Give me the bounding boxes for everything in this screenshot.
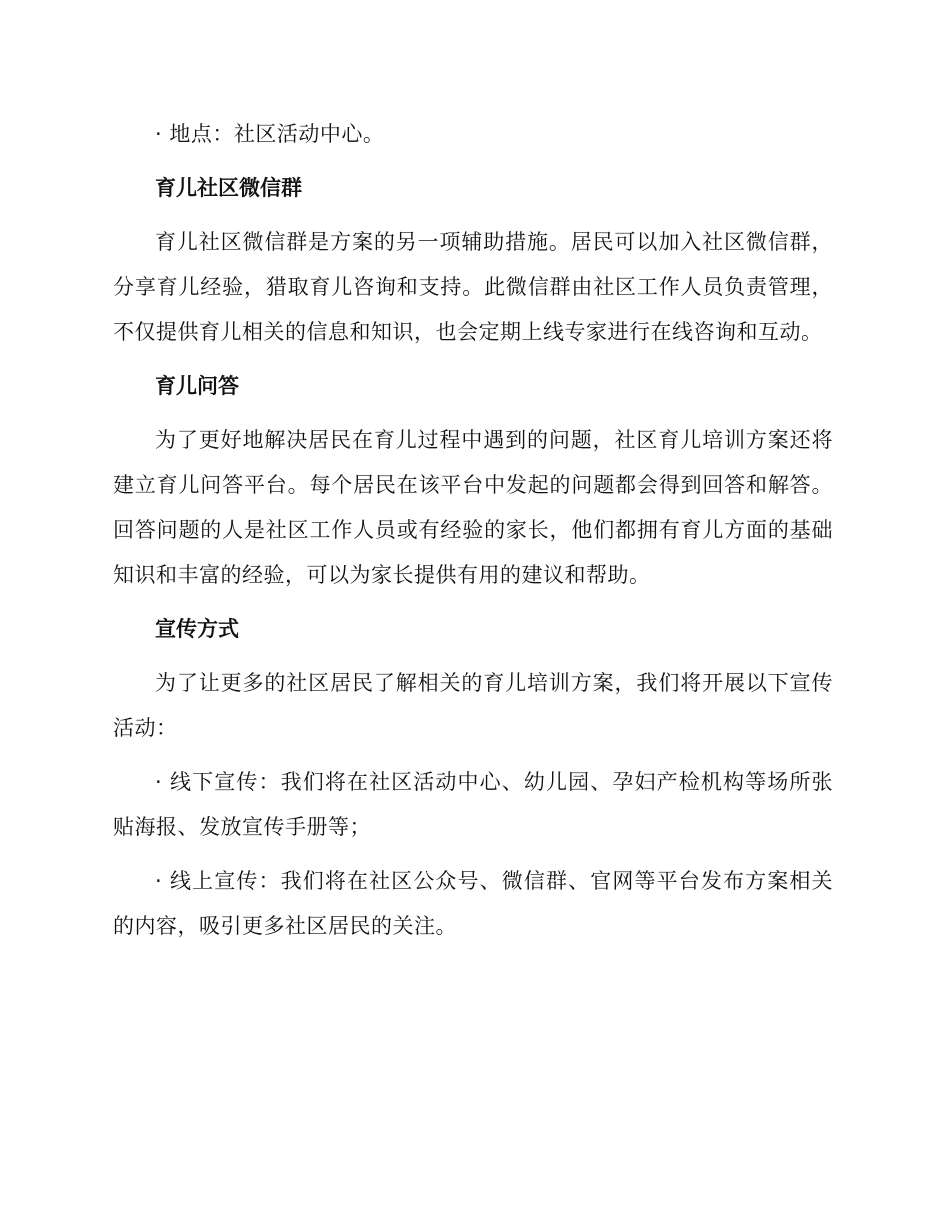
section-heading-promotion: 宣传方式 [155, 617, 239, 641]
document-body [113, 112, 833, 958]
section-heading-qa: 育儿问答 [155, 374, 239, 398]
online-promotion-bullet: · 线上宣传：我们将在社区公众号、微信群、官网等平台发布方案相关的内容，吸引更多社区居民的关注。 [113, 869, 833, 938]
location-bullet: · 地点：社区活动中心。 [155, 122, 385, 146]
wechat-group-paragraph: 育儿社区微信群是方案的另一项辅助措施。居民可以加入社区微信群，分享育儿经验，猎取育儿咨询和支持。此微信群由社区工作人员负责管理，不仅提供育儿相关的信息和知识，也会定期上线专家进行在线咨询和互动。 [113, 230, 833, 344]
promotion-intro-paragraph: 为了让更多的社区居民了解相关的育儿培训方案，我们将开展以下宣传活动： [113, 671, 833, 740]
offline-promotion-bullet: · 线下宣传：我们将在社区活动中心、幼儿园、孕妇产检机构等场所张贴海报、发放宣传手册等； [113, 770, 833, 839]
qa-paragraph: 为了更好地解决居民在育儿过程中遇到的问题，社区育儿培训方案还将建立育儿问答平台。每个居民在该平台中发起的问题都会得到回答和解答。回答问题的人是社区工作人员或有经验的家长，他们都拥有育儿方面的基础知识和丰富的经验，可以为家长提供有用的建议和帮助。 [113, 428, 833, 587]
section-heading-wechat-group: 育儿社区微信群 [155, 176, 302, 200]
